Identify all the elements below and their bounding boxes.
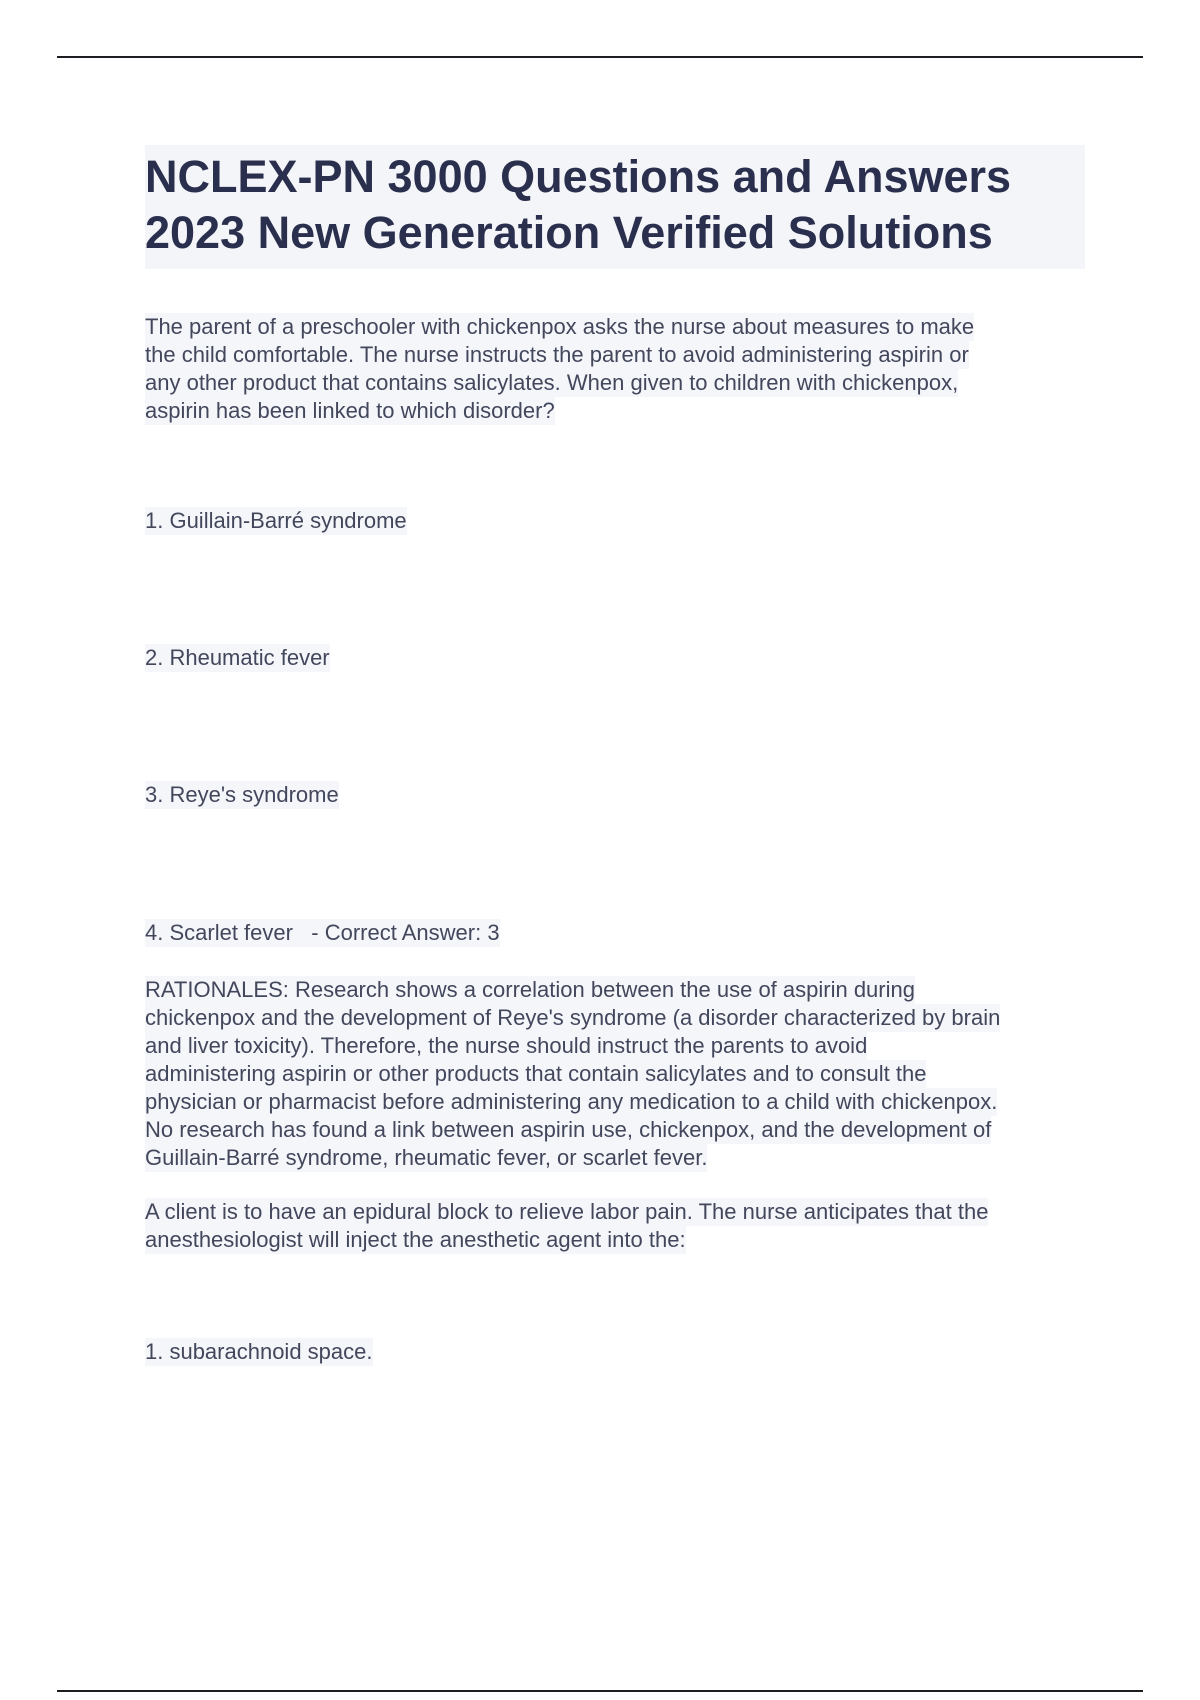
stem-line: the child comfortable. The nurse instructs the parent to avoid administering aspirin or: [145, 342, 969, 367]
stem-line: anesthesiologist will inject the anesthetic agent into the:: [145, 1227, 686, 1252]
stem-line: A client is to have an epidural block to relieve labor pain. The nurse anticipates that the: [145, 1199, 989, 1224]
document-title-block: [145, 145, 1085, 269]
question-1-option-1: [145, 507, 1085, 535]
option-text: 2. Rheumatic fever: [145, 645, 330, 670]
stem-line: The parent of a preschooler with chickenpox asks the nurse about measures to make: [145, 314, 975, 339]
rationale-line: and liver toxicity). Therefore, the nurse should instruct the parents to avoid: [145, 1033, 868, 1058]
question-1-option-4-answer: [145, 919, 1085, 947]
stem-line: any other product that contains salicylates. When given to children with chickenpox,: [145, 370, 959, 395]
question-1-rationale: [145, 976, 1085, 1172]
rationale-line: administering aspirin or other products that contain salicylates and to consult the: [145, 1061, 927, 1086]
rationale-line: RATIONALES: Research shows a correlation between the use of aspirin during: [145, 977, 915, 1002]
bottom-rule: [57, 1690, 1143, 1692]
option-text: 1. subarachnoid space.: [145, 1339, 373, 1364]
question-2-stem: [145, 1198, 1085, 1254]
document-title: [145, 149, 1085, 261]
rationale-line: No research has found a link between aspirin use, chickenpox, and the development of: [145, 1117, 992, 1142]
option-text: 4. Scarlet fever - Correct Answer: 3: [145, 920, 500, 945]
title-line: 2023 New Generation Verified Solutions: [145, 207, 993, 258]
question-1-stem: [145, 313, 1085, 425]
rationale-line: Guillain-Barré syndrome, rheumatic fever, or scarlet fever.: [145, 1145, 708, 1170]
title-line: NCLEX-PN 3000 Questions and Answers: [145, 151, 1012, 202]
option-text: 3. Reye's syndrome: [145, 782, 339, 807]
stem-line: aspirin has been linked to which disorder?: [145, 398, 555, 423]
option-text: 1. Guillain-Barré syndrome: [145, 508, 407, 533]
question-1-option-2: [145, 644, 1085, 672]
question-1-option-3: [145, 781, 1085, 809]
rationale-line: physician or pharmacist before administering any medication to a child with chickenpox.: [145, 1089, 998, 1114]
question-2-option-1: [145, 1338, 1085, 1366]
rationale-line: chickenpox and the development of Reye's syndrome (a disorder characterized by brain: [145, 1005, 1001, 1030]
top-rule: [57, 56, 1143, 58]
